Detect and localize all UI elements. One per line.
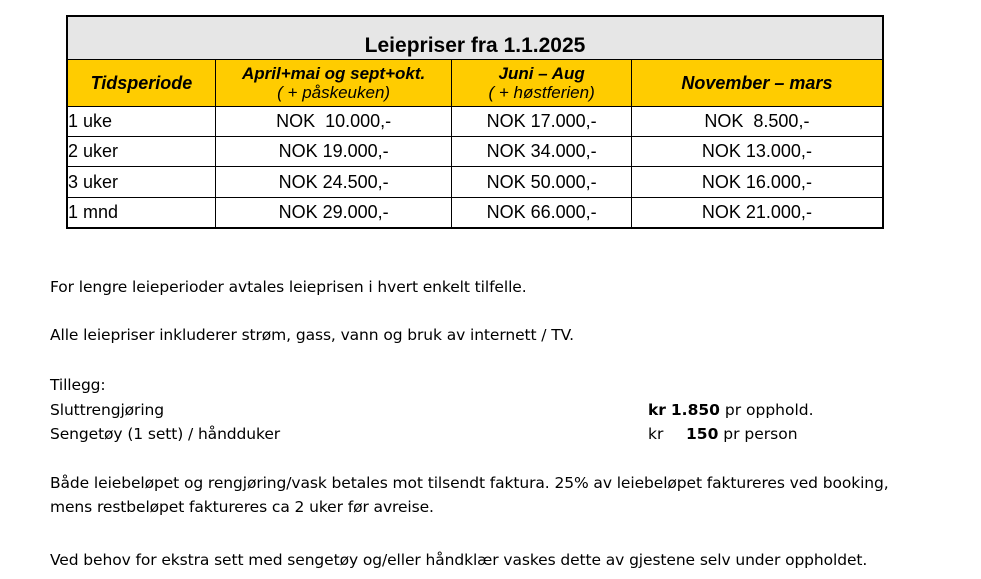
price-cell [215, 137, 452, 167]
header-label: November – mars [681, 72, 833, 93]
price-value: NOK 13.000,- [701, 141, 812, 162]
table-row [67, 137, 883, 167]
table-row [67, 167, 883, 197]
header-sublabel: ( + påskeuken) [277, 83, 391, 103]
extra-unit: pr opphold. [724, 401, 814, 419]
paragraph-payment-line1: Både leiebeløpet og rengjøring/vask betales mot tilsendt faktura. 25% av leiebeløpet faktureres ved booking, [50, 474, 889, 492]
price-value: NOK 8.500,- [704, 110, 810, 131]
header-sublabel: ( + høstferien) [488, 83, 595, 103]
period-cell: 3 uker [67, 167, 215, 197]
period-cell: 1 mnd [67, 197, 215, 228]
price-cell [215, 167, 452, 197]
price-cell [452, 106, 631, 136]
extra-kr: kr [648, 401, 666, 419]
price-cell [631, 197, 883, 228]
price-table [66, 15, 884, 229]
extra-price-cleaning [648, 401, 814, 419]
extra-amount: 1.850 [670, 401, 720, 419]
period-cell: 1 uke [67, 106, 215, 136]
extra-kr: kr [648, 425, 664, 443]
price-cell [452, 167, 631, 197]
price-cell [215, 106, 452, 136]
paragraph-extra-linen: Ved behov for ekstra sett med sengetøy og/eller håndklær vaskes dette av gjestene selv under oppholdet. [50, 551, 868, 569]
paragraph-included: Alle leiepriser inkluderer strøm, gass, vann og bruk av internett / TV. [50, 326, 574, 344]
tillegg-label: Tillegg: [50, 376, 106, 394]
price-value: NOK 50.000,- [486, 171, 597, 192]
extra-label-cleaning: Sluttrengjøring [50, 401, 164, 419]
price-cell [452, 197, 631, 228]
header-label: Juni – Aug [498, 64, 585, 84]
price-cell [215, 197, 452, 228]
extra-amount: 150 [686, 425, 719, 443]
header-november-mars [631, 60, 883, 106]
price-cell [631, 106, 883, 136]
price-value: NOK 17.000,- [486, 110, 597, 131]
price-cell [452, 137, 631, 167]
period-cell: 2 uker [67, 137, 215, 167]
header-april-mai [215, 60, 452, 106]
price-value: NOK 16.000,- [701, 171, 812, 192]
table-row [67, 197, 883, 228]
price-value: NOK 19.000,- [278, 141, 389, 162]
extra-label-linen: Sengetøy (1 sett) / håndduker [50, 425, 281, 443]
table-title: Leiepriser fra 1.1.2025 [67, 16, 883, 60]
extra-price-linen [648, 425, 798, 443]
price-value: NOK 29.000,- [278, 201, 389, 222]
price-value: NOK 34.000,- [486, 141, 597, 162]
paragraph-payment-line2: mens restbeløpet faktureres ca 2 uker før avreise. [50, 498, 434, 516]
paragraph-longer-periods: For lengre leieperioder avtales leieprisen i hvert enkelt tilfelle. [50, 278, 527, 296]
header-tidsperiode [67, 60, 215, 106]
header-juni-aug [452, 60, 631, 106]
header-label: April+mai og sept+okt. [241, 64, 426, 84]
price-value: NOK 10.000,- [276, 110, 392, 131]
price-value: NOK 24.500,- [278, 171, 389, 192]
price-cell [631, 137, 883, 167]
header-label: Tidsperiode [90, 72, 193, 93]
price-value: NOK 21.000,- [701, 201, 812, 222]
price-cell [631, 167, 883, 197]
table-row [67, 106, 883, 136]
table-header-row [67, 60, 883, 106]
price-value: NOK 66.000,- [486, 201, 597, 222]
extra-unit: pr person [723, 425, 798, 443]
